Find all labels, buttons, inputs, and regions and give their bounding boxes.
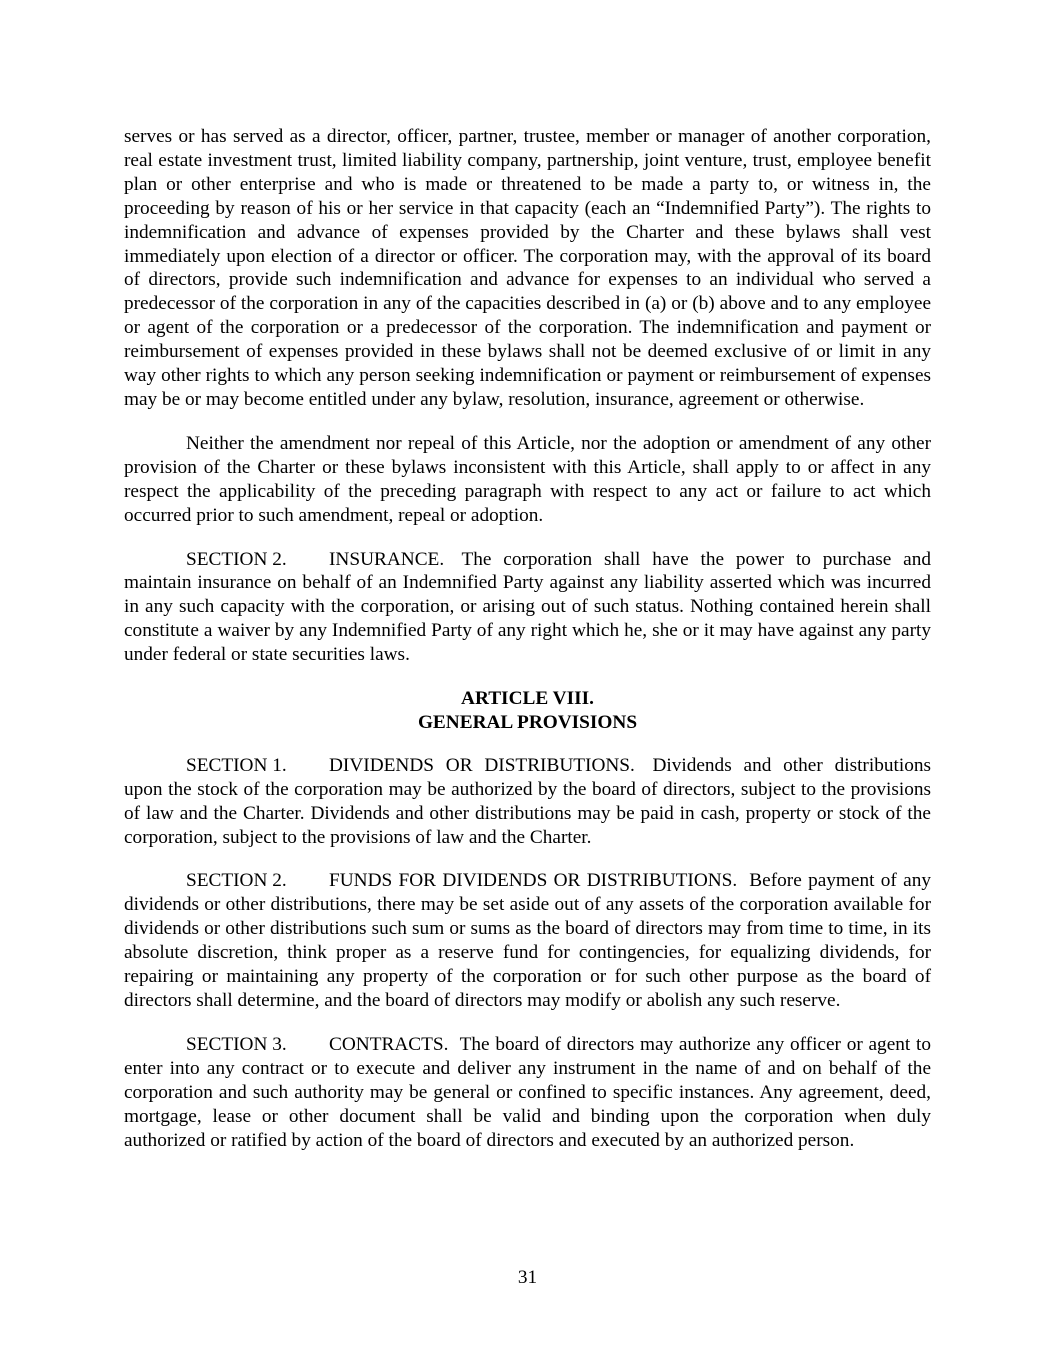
section-number: SECTION 1. xyxy=(186,754,287,776)
continuation-paragraph: serves or has served as a director, officer, partner, trustee, member or manager of another corporation, real estate investment trust, limited liability company, partnership, joint venture, trust, employee benefit plan or other enterprise and who is made or threatened to be made a party to, or witness in, the proceeding by reason of his or her service in that capacity (each an “Indemnified Party”). The rights to indemnification and advance of expenses provided by the Charter and these bylaws shall vest immediately upon election of a director or officer. The corporation may, with the approval of its board of directors, provide such indemnification and advance for expenses to an individual who served a predecessor of the corporation in any of the capacities described in (a) or (b) above and to any employee or agent of the corporation or a predecessor of the corporation. The indemnification and payment or reimbursement of expenses provided in these bylaws shall not be deemed exclusive of or limit in any way other rights to which any person seeking indemnification or payment or reimbursement of expenses may be or may become entitled under any bylaw, resolution, insurance, agreement or otherwise. xyxy=(124,126,931,410)
section-text: The corporation shall have the power to purchase and maintain insurance on behalf of an Indemnified Party against any liability asserted which was incurred in any such capacity with the corporation, or arising out of such status. Nothing contained herein shall constitute a waiver by any Indemnified Party of any right which he, she or it may have against any party under federal or state securities laws. xyxy=(124,548,931,666)
section-dividends xyxy=(124,754,931,850)
document-page xyxy=(124,125,931,1172)
section-title: FUNDS FOR DIVIDENDS OR DISTRIBUTIONS. xyxy=(329,870,738,892)
section-funds xyxy=(124,869,931,1012)
section-title: CONTRACTS. xyxy=(329,1033,449,1055)
article-title: GENERAL PROVISIONS xyxy=(417,711,638,733)
section-insurance xyxy=(124,548,931,668)
section-number: SECTION 2. xyxy=(186,870,287,892)
section-text: Dividends and other distributions upon the stock of the corporation may be authorized by the board of directors, subject to the provisions of law and the Charter. Dividends and other distributions may be paid in cash, property or stock of the corporation, subject to the provisions of law and the Charter. xyxy=(124,754,931,848)
section-title: DIVIDENDS OR DISTRIBUTIONS. xyxy=(329,754,635,776)
amendment-paragraph: Neither the amendment nor repeal of this Article, nor the adoption or amendment of any other provision of the Charter or these bylaws inconsistent with this Article, shall apply to or affect in any respect the applicability of the preceding paragraph with respect to any act or failure to act which occurred prior to such amendment, repeal or adoption. xyxy=(124,432,931,526)
article-heading xyxy=(124,687,931,735)
section-number: SECTION 3. xyxy=(186,1033,287,1055)
section-text: The board of directors may authorize any officer or agent to enter into any contract or to execute and deliver any instrument in the name of and on behalf of the corporation and such authority may be general or confined to specific instances. Any agreement, deed, mortgage, lease or other document shall be valid and binding upon the corporation when duly authorized or ratified by action of the board of directors and executed by an authorized person. xyxy=(124,1033,931,1151)
section-text: Before payment of any dividends or other distributions, there may be set aside out of any assets of the corporation available for dividends or other distributions such sum or sums as the board of directors may from time to time, in its absolute discretion, think proper as a reserve fund for contingencies, for equalizing dividends, for repairing or maintaining any property of the corporation or for such other purpose as the board of directors shall determine, and the board of directors may modify or abolish any such reserve. xyxy=(124,870,931,1011)
article-number: ARTICLE VIII. xyxy=(461,688,594,710)
section-title: INSURANCE. xyxy=(329,548,445,570)
section-contracts xyxy=(124,1033,931,1153)
section-number: SECTION 2. xyxy=(186,548,287,570)
page-number: 31 xyxy=(517,1267,538,1288)
